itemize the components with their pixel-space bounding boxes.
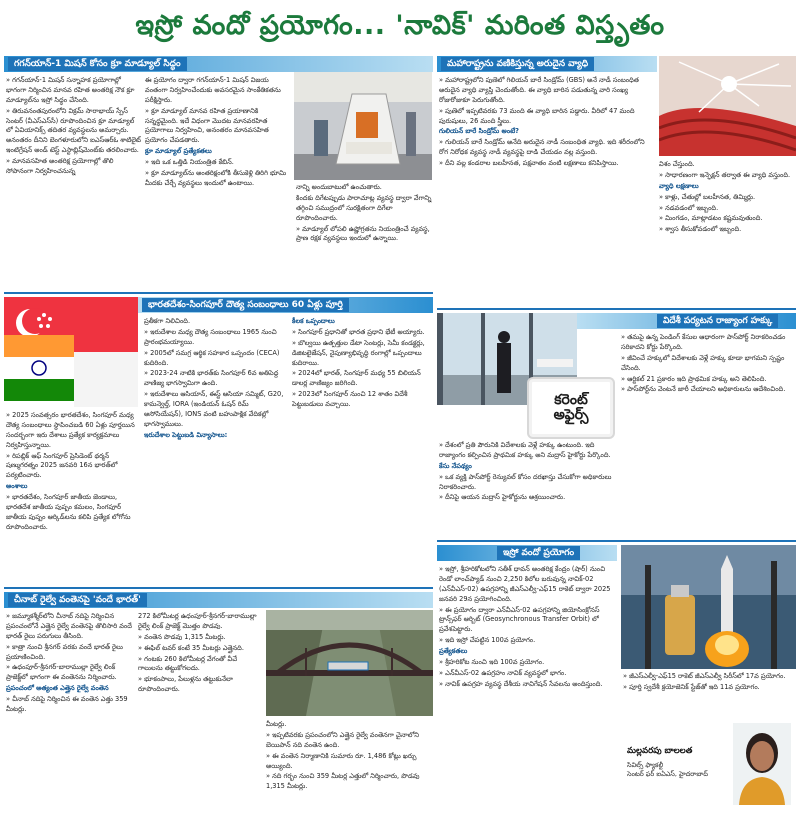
- chenab-col3: [266, 720, 433, 817]
- passport-para: » జీవించే హక్కులో విదేశాలకు వెళ్లే హక్కు కూడా భాగమని స్పష్టం చేసింది.: [621, 353, 785, 372]
- passport-para: » తమపై ఉన్న పెండింగ్ కేసుల ఆధారంగా పాస్‌పోర్ట్ నిరాకరించడం సరికాదని కోర్టు పేర్కొంది.: [621, 333, 786, 351]
- isro100-caption-line: » పూర్తి స్వదేశీ క్రయోజెనిక్ స్టేజ్‌తో ఇది 11వ ప్రయోగం.: [623, 682, 760, 691]
- passport-col2: [621, 333, 796, 537]
- gbs-para: » దీని వల్ల కండరాల బలహీనత, పక్షవాతం వంటి లక్షణాలు కనిపిస్తాయి.: [439, 159, 619, 168]
- gaganyaan-col3: [296, 183, 432, 288]
- gaganyaan-para: నాన్ని అందుబాటులో ఉంచుతారు.: [296, 183, 382, 191]
- current-affairs-badge: [529, 379, 613, 437]
- singapore-para: » 2024లో భారత్, సింగపూర్ మధ్య 55 బిలియన్ డాలర్ల వాణిజ్యం జరిగింది.: [292, 369, 421, 388]
- isro100-caption-line: » జీఎస్ఎల్వీ-ఎఫ్15 రాకెట్ జీఎస్ఎల్వీ సిరీస్‌లో 17వ ప్రయోగం.: [623, 672, 786, 680]
- singapore-col3: [292, 317, 432, 583]
- passport-para: » ఒక వ్యక్తి పాస్‌పోర్ట్ రెన్యువల్ కోసం దరఖాస్తు చేసుకోగా అధికారులు నిరాకరించారు.: [439, 472, 612, 491]
- gbs-para: » నడవడంలో ఇబ్బంది.: [659, 203, 719, 212]
- singapore-heading-bar: [138, 297, 433, 313]
- singapore-heading: భారతదేశం-సింగపూర్ దౌత్య సంబంధాలు 60 ఏళ్లు పూర్తి: [142, 298, 349, 313]
- singapore-para: » 2025 సంవత్సరం భారతదేశం, సింగపూర్ మధ్య దౌత్య సంబంధాలు స్థాపించబడి 60 ఏళ్లు పూర్తయిన సందర్భంగా ఇరు దేశాలు ప్రత్యేక కార్యక్రమాలు నిర్వహిస్తున్నాయి.: [6, 411, 135, 449]
- chenab-heading-bar: [4, 592, 433, 608]
- isro100-para: » నావిక్ ఉపగ్రహ వ్యవస్థ దేశీయ నావిగేషన్ సేవలను అందిస్తుంది.: [439, 679, 603, 688]
- section-divider: [4, 292, 433, 294]
- isro100-para: » శ్రీహరికోట నుంచి ఇది 100వ ప్రయోగం.: [439, 658, 545, 667]
- author-org: సెంటర్ ఫర్ ఐఏఎస్, హైదరాబాద్: [627, 770, 708, 779]
- singapore-para: » సింగపూర్ ప్రధానితో భారత ప్రధాని భేటీ అయ్యారు.: [292, 327, 425, 336]
- isro100-para: » ఇస్రో, శ్రీహరికోటలోని సతీశ్ ధావన్ అంతరిక్ష కేంద్రం (షార్) నుంచి రెండో లాంచ్‌ప్యాడ్ నుంచి 2,250 కిలోల బరువున్న నావిక్-02 (ఎన్‌వీఎస్-02) ఉపగ్రహాన్ని జీఎస్ఎల్వీ-ఎఫ్15 రాకెట్ ద్వారా 2025 జనవరి 29న ప్రయోగించింది.: [439, 565, 611, 603]
- gaganyaan-para: » గగన్‌యాన్-1 మిషన్ సన్నాహక ప్రయోగాల్లో భాగంగా నిర్మించిన మానవ రహిత అంతరిక్ష నౌక క్రూ మాడ్యూల్‌ను ఇస్రో సిద్ధం చేసింది.: [6, 76, 135, 104]
- author-role: సివిల్స్ ఫ్యాకల్టీ: [627, 761, 664, 770]
- isro100-heading-bar: [437, 545, 617, 561]
- gaganyaan-subheading: క్రూ మాడ్యూల్ ప్రత్యేకతలు: [145, 147, 212, 156]
- gaganyaan-para: » తిరువనంతపురంలోని విక్రమ్ సారాభాయ్ స్పేస్ సెంటర్ (వీఎస్ఎస్‌సీ) రూపొందించిన క్రూ మాడ్యూల్ లో ఏవియానిక్స్ తదితర వ్యవస్థలను అమర్చారు. అనంతరం దీనిని బెంగళూరులోని ఐఎస్‌ఆర్‌ఓ శాటిలైట్ ఇంటిగ్రేషన్ అండ్ టెస్ట్ ఎస్టాబ్లిష్‌మెంట్‌కు తరలించారు.: [6, 106, 141, 155]
- isro100-para: » ఈ ప్రయోగం ద్వారా ఎన్‌వీఎస్-02 ఉపగ్రహాన్ని జియోసింక్రోనస్ ట్రాన్స్‌ఫర్ ఆర్బిట్ (Geosynchronous Transfer Orbit) లో ప్రవేశపెట్టారు.: [439, 605, 600, 634]
- section-divider: [437, 308, 796, 310]
- gaganyaan-para: » మాడ్యూల్ లోపలి ఉష్ణోగ్రతను నియంత్రించే వ్యవస్థ, ప్రాణ రక్షక వ్యవస్థలు ఇందులో ఉన్నాయి.: [296, 224, 430, 243]
- singapore-subheading: అంశాలు: [6, 482, 28, 491]
- gbs-subheading: గులియన్ బారే సిండ్రోమ్ అంటే?: [439, 127, 519, 136]
- chenab-para: » గంటకు 260 కిలోమీటర్ల వేగంతో వీచే గాలులను తట్టుకోగలదు.: [138, 654, 238, 673]
- flags-image: [4, 297, 138, 407]
- chenab-para: » ఈఫిల్ టవర్ కంటే 35 మీటర్లు ఎత్తైనది.: [138, 643, 244, 652]
- right-column: [437, 56, 796, 817]
- isro100-subheading: ప్రత్యేకతలు: [439, 647, 468, 656]
- singapore-para: » 2005లో సమగ్ర ఆర్థిక సహకార ఒప్పందం (CECA) కుదిరింది.: [144, 348, 280, 367]
- isro100-para: » ఇది ఇస్రో చేపట్టిన 100వ ప్రయోగం.: [439, 636, 536, 645]
- gaganyaan-heading-bar: [4, 56, 433, 72]
- isro100-col1: [439, 565, 617, 815]
- gaganyaan-para: » ఇది ఒక ఒత్తిడి నియంత్రిత కేబిన్.: [145, 158, 234, 167]
- passport-col1: [439, 441, 617, 537]
- page-title: ఇస్రో వందో ప్రయోగం... 'నావిక్' మరింత విస్తృతం: [135, 9, 665, 41]
- singapore-para: ప్రతీకగా నిలిచింది.: [144, 317, 191, 325]
- singapore-para: » రిపబ్లిక్ ఆఫ్ సింగపూర్ ప్రెసిడెంట్ థర్మన్ షణ్ముగరత్నం 2025 జనవరి 16న భారత్‌లో పర్యటించారు.: [6, 451, 118, 480]
- singapore-section: [4, 297, 433, 587]
- isro100-caption: [623, 672, 796, 712]
- gbs-para: విశం చేస్తుంది.: [659, 160, 695, 168]
- singapore-para: » బొల్వయి ఉత్పత్తుల డేటా సెంటర్లు, సెమీ కండక్టర్లు, డిజిటలైజేషన్, నైపుణ్యాభివృద్ధి రంగాల్లో ఒప్పందాలు కుదిరాయి.: [292, 338, 425, 367]
- chenab-col2: [138, 612, 262, 817]
- chenab-subheading: ప్రపంచంలో అత్యంత ఎత్తైన రైల్వే వంతెన: [6, 684, 109, 693]
- gbs-para: » సాధారణంగా ఇన్ఫెక్షన్ తర్వాత ఈ వ్యాధి వస్తుంది.: [659, 170, 791, 179]
- chenab-col1: [6, 612, 134, 817]
- chenab-para: » ఇప్పటివరకు ప్రపంచంలోని ఎత్తైన రైల్వే వంతెనగా చైనాలోని బెయిపాన్ నది వంతెన ఉంది.: [266, 730, 419, 749]
- gbs-heading: మహారాష్ట్రను వణికిస్తున్న అరుదైన వ్యాధి: [441, 57, 594, 72]
- isro100-heading: ఇస్రో వందో ప్రయోగం: [497, 546, 580, 561]
- gbs-para: » శ్వాస తీసుకోవడంలో ఇబ్బంది.: [659, 225, 742, 234]
- passport-section: [437, 313, 796, 539]
- gbs-section: [437, 56, 796, 306]
- gaganyaan-heading: గగన్‌యాన్-1 మిషన్ కోసం క్రూ మాడ్యూల్ సిద్ధం: [8, 57, 187, 72]
- gslv-launch-photo: [621, 545, 796, 669]
- neuron-photo: [659, 56, 796, 156]
- singapore-subheading: ఇరుదేశాల పెట్టుబడి విన్యాసాలు:: [144, 430, 228, 439]
- chenab-para: » నది గర్భం నుంచి 359 మీటర్ల ఎత్తులో నిర్మించారు, పొడవు 1,315 మీటర్లు.: [266, 772, 420, 791]
- chenab-para: » కాత్రా నుంచి శ్రీనగర్ వరకు వందే భారత్ రైలు ప్రయాణించింది.: [6, 642, 123, 661]
- chenab-para: » భూకంపాలు, పేలుళ్లను తట్టుకునేలా రూపొందించారు.: [138, 675, 233, 694]
- gbs-heading-bar: [437, 56, 657, 72]
- singapore-col1: [6, 411, 140, 583]
- passport-para: » ఆర్టికల్ 21 ప్రకారం ఇది ప్రాథమిక హక్కు అని తెలిపింది.: [621, 374, 767, 383]
- gbs-para: » పుణెలో ఇప్పటివరకు 73 మంది ఈ వ్యాధి బారిన పడ్డారు. వీరిలో 47 మంది పురుషులు, 26 మంది స్త్రీలు.: [439, 106, 635, 125]
- crew-module-photo: [294, 72, 432, 180]
- gaganyaan-col2: [145, 76, 291, 288]
- singapore-para: » ఇరుదేశాల మధ్య దౌత్య సంబంధాలు 1965 నుంచి ప్రారంభమయ్యాయి.: [144, 327, 277, 346]
- badge-line1: కరెంట్: [554, 391, 588, 408]
- gaganyaan-section: [4, 56, 433, 292]
- chenab-para: » వంతెన పొడవు 1,315 మీటర్లు.: [138, 632, 226, 641]
- left-column: [4, 56, 433, 817]
- gbs-subheading: వ్యాధి లక్షణాలు: [659, 181, 699, 190]
- singapore-para: » 2023-24 నాటికి భారత్‌కు సింగపూర్ 6వ అతిపెద్ద వాణిజ్య భాగస్వామిగా ఉంది.: [144, 369, 279, 388]
- gaganyaan-col1: [6, 76, 141, 288]
- chenab-para: » ఈ వంతెన నిర్మాణానికి సుమారు రూ. 1,486 కోట్లు ఖర్చు అయ్యింది.: [266, 751, 417, 770]
- chenab-para: » ఉధంపూర్-శ్రీనగర్-బారాముల్లా రైల్వే లింక్ ప్రాజెక్ట్‌లో భాగంగా ఈ వంతెనను నిర్మించారు.: [6, 663, 117, 682]
- singapore-para: » 2023లో సింగపూర్ నుంచి 12 శాతం విదేశీ పెట్టుబడులు వచ్చాయి.: [292, 390, 408, 409]
- chenab-heading: చీనాబ్ రైల్వే వంతెనపై 'వందే భారత్': [8, 593, 147, 608]
- author-photo: [733, 723, 791, 805]
- gbs-para: » గులియన్ బారే సిండ్రోమ్ అనేది అరుదైన నాడీ సంబంధిత వ్యాధి. ఇది శరీరంలోని రోగ నిరోధక వ్యవస్థ నాడీ వ్యవస్థపై దాడి చేయడం వల్ల వస్తుంది.: [439, 138, 645, 157]
- section-divider: [437, 540, 796, 542]
- passport-subheading: కేసు నేపథ్యం: [439, 461, 472, 470]
- section-divider: [4, 587, 433, 589]
- gbs-para: » మింగడం, మాట్లాడటం కష్టమవుతుంది.: [659, 214, 763, 223]
- gaganyaan-para: ఈ ప్రయోగం ద్వారా గగన్‌యాన్-1 మిషన్ విజయ వంతంగా నిర్వహించేందుకు అవసరమైన సాంకేతికతను పరీక్షిస్తారు.: [145, 76, 281, 104]
- isro100-para: » ఎన్‌వీఎస్-02 ఉపగ్రహం నావిక్ వ్యవస్థలో భాగం.: [439, 668, 567, 677]
- chenab-para: » చీనాబ్ నదిపై నిర్మించిన ఈ వంతెన ఎత్తు 359 మీటర్లు.: [6, 695, 128, 714]
- isro100-section: [437, 545, 796, 819]
- chenab-para: 272 కిలోమీటర్ల ఉధంపూర్-శ్రీనగర్-బారాముల్లా రైల్వే లింక్ ప్రాజెక్ట్ మొత్తం పొడవు.: [138, 612, 257, 630]
- gaganyaan-para: » క్రూ మాడ్యూల్‌ను అంతరిక్షంలోకి తీసుకెళ్లి తిరిగి భూమి మీదకు చేర్చే వ్యవస్థలు ఇందులో ఉంటాయి.: [145, 169, 287, 187]
- passport-heading: విదేశీ పర్యటన రాజ్యాంగ హక్కు: [657, 314, 778, 329]
- chenab-section: [4, 592, 433, 817]
- author-name: మల్లవరపు బాలలత: [627, 746, 693, 756]
- singapore-col2: [144, 317, 288, 583]
- gbs-col1: [439, 76, 655, 302]
- gbs-para: » కాళ్లు, చేతుల్లో బలహీనత, తిమ్మిర్లు.: [659, 192, 756, 201]
- gaganyaan-para: » క్రూ మాడ్యూల్ మానవ రహిత ప్రయాణానికి సన్నద్ధమైంది. ఇదే విధంగా మొదట మానవరహిత ప్రయోగాలు నిర్వహించి, అనంతరం మానవసహిత ప్రయోగం చేపడతారు.: [145, 106, 269, 145]
- passport-heading-bar: [577, 313, 796, 329]
- singapore-para: » ఇరుదేశాలు ఆసియాన్, ఈస్ట్ ఆసియా సమ్మిట్, G20, కామన్వెల్త్, IORA (ఇండియన్ ఓషన్ రిమ్ అసోసియేషన్), IONS వంటి బహుపాక్షిక వేదికల్లో భాగస్వాములు.: [144, 390, 284, 428]
- chenab-para: మీటర్లు.: [266, 720, 287, 728]
- page-banner: [0, 0, 800, 52]
- passport-para: » దీనిపై ఆయన మద్రాస్ హైకోర్టును ఆశ్రయించారు.: [439, 493, 566, 502]
- singapore-subheading: కీలక ఒప్పందాలు: [292, 317, 335, 325]
- gaganyaan-para: కిందకు దిగేటప్పుడు పారాచూట్ల వ్యవస్థ ద్వారా వేగాన్ని తగ్గించి సముద్రంలో సురక్షితంగా దిగేలా రూపొందించారు.: [296, 193, 432, 222]
- singapore-para: » భారతదేశం, సింగపూర్ జాతీయ జెండాలు, భారతదేశ జాతీయ పుష్పం కమలం, సింగపూర్ జాతీయ పుష్పం ఆర్కిడ్‌లను కలిపి ప్రత్యేక లోగోను రూపొందించారు.: [6, 493, 131, 531]
- passport-para: » దేశంలో ప్రతి పౌరునికి విదేశాలకు వెళ్లే హక్కు ఉంటుంది. ఇది రాజ్యాంగం కల్పించిన ప్రాథమిక హక్కు అని మద్రాస్ హైకోర్టు పేర్కొంది.: [439, 441, 611, 459]
- chenab-bridge-photo: [266, 610, 433, 716]
- gbs-para: » మహారాష్ట్రలోని పుణెలో గిలియన్ బారే సిండ్రోమ్ (GBS) అనే నాడీ సంబంధిత అరుదైన వ్యాధి వ్యాప్తి చెందుతోంది. ఈ వ్యాధి బారిన పడుతున్న వారి సంఖ్య రోజురోజుకూ పెరుగుతోంది.: [439, 76, 639, 104]
- badge-line2: అఫైర్స్: [553, 407, 589, 423]
- passport-para: » పాస్‌పోర్ట్‌ను వెంటనే జారీ చేయాలని అధికారులను ఆదేశించింది.: [621, 385, 786, 394]
- gaganyaan-para: » మానవసహిత అంతరిక్ష ప్రయోగాల్లో తొలి సోపానంగా నిర్వహించనున్న: [6, 157, 114, 176]
- gbs-col2: [659, 160, 796, 302]
- author-block: [621, 715, 796, 815]
- chenab-para: » జమ్మూకశ్మీర్‌లోని చీనాబ్ నదిపై నిర్మించిన ప్రపంచంలోనే ఎత్తైన రైల్వే వంతెనపై తొలిసారి వందే భారత్ రైలు పరుగులు తీసింది.: [6, 612, 132, 640]
